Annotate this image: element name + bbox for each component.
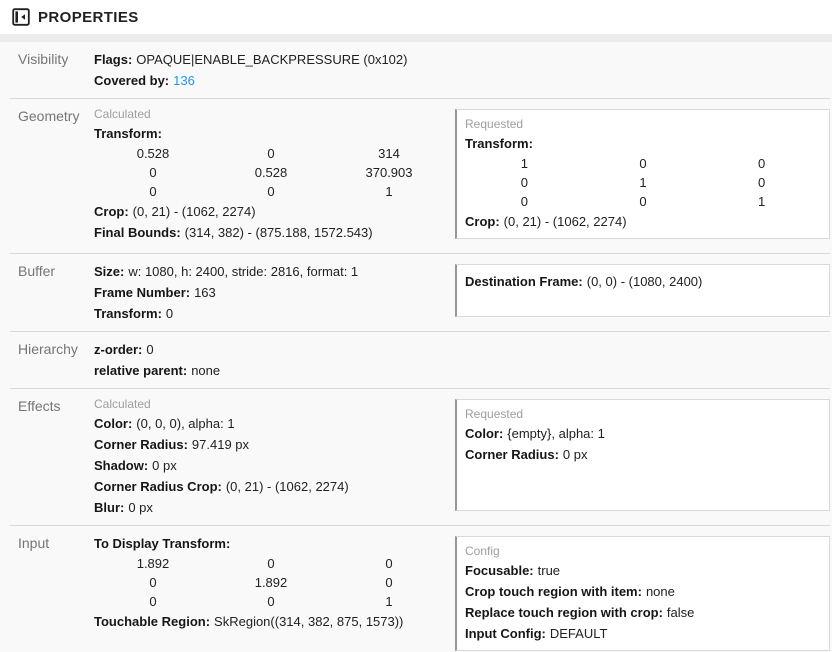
property-final-bounds: Final Bounds: (314, 382) - (875.188, 1572.543) (94, 225, 373, 240)
group-label-calculated: Calculated (94, 397, 151, 411)
property-crop-touch-region: Crop touch region with item: none (465, 584, 675, 599)
property-input-config: Input Config: DEFAULT (465, 626, 608, 641)
section-label-input: Input (18, 535, 50, 551)
property-relative-parent: relative parent: none (94, 363, 221, 378)
property-shadow: Shadow: 0 px (94, 458, 177, 473)
property-frame-number: Frame Number: 163 (94, 285, 216, 300)
property-corner-radius-requested: Corner Radius: 0 px (465, 447, 588, 462)
section-visibility (10, 42, 830, 99)
property-covered-by: Covered by: 136 (94, 73, 195, 88)
property-touchable-region: Touchable Region: SkRegion((314, 382, 875, 1573)) (94, 614, 404, 629)
requested-geometry-box (455, 109, 830, 239)
property-flags: Flags: OPAQUE|ENABLE_BACKPRESSURE (0x102) (94, 52, 408, 67)
panel-title: PROPERTIES (38, 8, 139, 26)
property-destination-frame: Destination Frame: (0, 0) - (1080, 2400) (465, 274, 703, 289)
group-label-requested: Requested (465, 407, 524, 421)
transform-matrix-requested: 1 0 0 0 1 0 0 0 1 (520, 156, 766, 209)
section-geometry (10, 99, 830, 254)
section-label-geometry: Geometry (18, 108, 80, 124)
section-label-visibility: Visibility (18, 51, 69, 67)
property-replace-touch-region: Replace touch region with crop: false (465, 605, 695, 620)
panel-header (0, 0, 832, 34)
property-focusable: Focusable: true (465, 563, 561, 578)
property-crop-requested: Crop: (0, 21) - (1062, 2274) (465, 214, 627, 229)
property-transform: Transform: (94, 126, 162, 141)
panel-toggle-icon[interactable] (12, 8, 30, 26)
section-label-buffer: Buffer (18, 263, 56, 279)
section-buffer (10, 254, 830, 332)
section-hierarchy (10, 332, 830, 389)
section-label-hierarchy: Hierarchy (18, 341, 78, 357)
property-buffer-transform: Transform: 0 (94, 306, 174, 321)
group-label-config: Config (465, 544, 500, 558)
property-corner-radius: Corner Radius: 97.419 px (94, 437, 250, 452)
property-color: Color: (0, 0, 0), alpha: 1 (94, 416, 235, 431)
destination-frame-box (455, 264, 830, 317)
property-to-display-transform: To Display Transform: (94, 536, 231, 551)
section-label-effects: Effects (18, 398, 61, 414)
property-size: Size: w: 1080, h: 2400, stride: 2816, format: 1 (94, 264, 359, 279)
section-input (10, 526, 830, 652)
covered-by-link[interactable]: 136 (173, 73, 195, 88)
transform-matrix-calculated: 0.528 0 314 0 0.528 370.903 0 0 1 (136, 146, 413, 199)
property-transform-requested: Transform: (465, 136, 533, 151)
header-divider-band (0, 34, 832, 42)
property-corner-radius-crop: Corner Radius Crop: (0, 21) - (1062, 2274) (94, 479, 349, 494)
group-label-calculated: Calculated (94, 107, 151, 121)
requested-effects-box (455, 399, 830, 511)
property-color-requested: Color: {empty}, alpha: 1 (465, 426, 605, 441)
group-label-requested: Requested (465, 117, 524, 131)
to-display-transform-matrix: 1.892 0 0 0 1.892 0 0 0 1 (136, 556, 393, 609)
property-blur: Blur: 0 px (94, 500, 153, 515)
section-effects (10, 389, 830, 526)
input-config-box (455, 536, 830, 651)
property-crop: Crop: (0, 21) - (1062, 2274) (94, 204, 256, 219)
property-z-order: z-order: 0 (94, 342, 154, 357)
properties-content (0, 42, 832, 652)
